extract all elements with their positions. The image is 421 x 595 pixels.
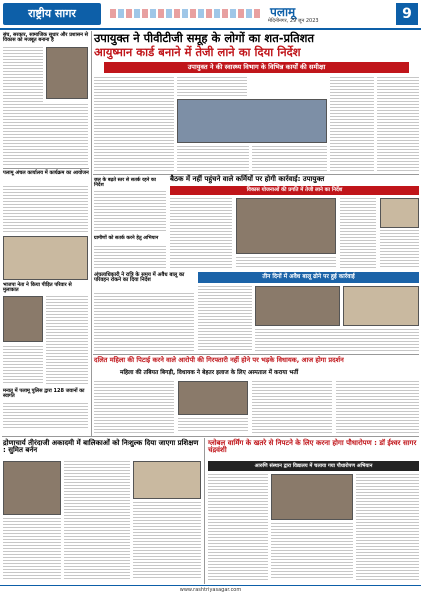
left-story3-body <box>3 346 43 384</box>
second-text-col2 <box>236 257 336 268</box>
lead-text-col4 <box>330 77 374 172</box>
footer: www.rashtriyasagar.com <box>0 585 421 595</box>
bottom-left-text-col1 <box>3 518 61 580</box>
divider <box>3 168 89 169</box>
left-story2-text <box>3 186 88 232</box>
bottom-left-photo-1 <box>3 461 61 515</box>
left-story1-body <box>3 104 88 166</box>
left-story1-photo <box>46 47 88 99</box>
mid-box2-text <box>94 246 166 270</box>
bottom-left-photo-2 <box>133 461 201 499</box>
section-name: पलामू <box>270 5 296 19</box>
third-subhead: महिला की तबियत बिगड़ी, विधायक ने बेहतर इलाज के लिए अस्पताल में कराया भर्ती <box>120 370 299 376</box>
third-text-col1 <box>94 381 174 433</box>
column-rule <box>91 31 92 436</box>
third-text-col3 <box>252 381 332 433</box>
divider <box>93 354 419 355</box>
third-text-col2 <box>178 418 248 433</box>
mid-box1-text <box>94 191 166 233</box>
bottom-left-text-col3 <box>133 502 201 580</box>
lead-photo <box>177 99 327 143</box>
mid-text <box>94 293 194 351</box>
lead-text-col3 <box>252 146 327 172</box>
left-story3-headline: भाजपा नेता ने किया पीड़ित परिवार से मुलाकात <box>3 282 72 294</box>
mid-headline: अंचलाधिकारी ने रात्रि के समय में अवैध बालू का परिवहन रोकने का दिया निर्देश <box>94 272 185 284</box>
left-story4-headline: मनातू में पलामू पुलिस द्वारा 128 जवानों का स्वागत <box>3 388 85 400</box>
second-headline: बैठक में नहीं पहुंचने वाले कर्मियों पर होगी कार्रवाई: उपायुक्त <box>170 175 325 183</box>
second-text-col1 <box>170 198 232 268</box>
left-story2-photo <box>3 236 88 280</box>
mid-photo-1 <box>255 286 340 326</box>
column-rule <box>204 438 205 584</box>
lead-subhead-band: उपायुक्त ने की स्वास्थ्य विभाग के विभिन्न कार्यों की समीक्षा <box>104 62 409 73</box>
masthead <box>0 0 421 28</box>
third-text-col4 <box>336 381 419 433</box>
bottom-left-text-col2 <box>64 461 130 580</box>
left-story1-text <box>3 47 43 103</box>
date-line: मेदिनीनगर, 29 जून 2023 <box>268 18 319 24</box>
bottom-right-text-col1 <box>208 474 268 580</box>
lead-headline-line1: उपायुक्त ने पीवीटीजी समूह के लोगों का शत-प्रतिशत <box>94 31 315 45</box>
mid-box2-headline: ग्रामीणों को सतर्क करने हेतु अभियान <box>94 236 159 241</box>
divider <box>2 436 419 437</box>
bottom-right-text-col2 <box>271 523 353 580</box>
mid-photo-2 <box>343 286 419 326</box>
lead-text-col5 <box>377 77 419 172</box>
second-text-col4 <box>380 230 419 268</box>
second-small-photo <box>380 198 419 228</box>
masthead-rule <box>0 28 421 30</box>
second-photo <box>236 198 336 254</box>
left-story3-text <box>46 296 88 384</box>
third-headline: दलित महिला की पिटाई करने वाले आरोपी की गिरफ्तारी नहीं होने पर भड़के विधायक, आज होगा प्रदर्शन <box>94 356 344 364</box>
mid-band: तीन दिनों में अवैध बालू ढोने पर हुई कार्रवाई <box>198 272 419 283</box>
third-photo <box>178 381 248 415</box>
bottom-right-photo <box>271 474 353 520</box>
lead-text-col2 <box>177 146 249 172</box>
second-band: विकास योजनाओं की प्रगति में तेजी लाने का निर्देश <box>170 186 419 195</box>
newspaper-brand: राष्ट्रीय सागर <box>3 3 101 25</box>
color-registration-marks <box>110 9 260 18</box>
second-text-col3 <box>340 198 376 268</box>
mid-text-col2 <box>198 286 252 351</box>
lead-text-col1 <box>94 77 174 172</box>
bottom-right-band: आरुणि संस्थान द्वारा विद्यालय में चलाया गया पौधारोपण अभियान <box>208 461 419 471</box>
page-number: 9 <box>396 3 418 25</box>
bottom-right-text-col3 <box>356 474 419 580</box>
left-story3-photo <box>3 296 43 342</box>
bottom-right-headline: ग्लोबल वार्मिंग के खतरे से निपटने के लिए करना होगा पौधारोपण : डॉ ईश्वर सागर चंद्रवंशी <box>208 439 417 455</box>
lead-text-col2-top <box>177 77 247 97</box>
mid-box1-headline: जल के बढ़ते स्तर से सतर्क रहने का निर्देश <box>94 178 156 189</box>
left-story2-headline: पलामू अंचल कार्यालय में कार्यक्रम का आयोजन <box>3 170 89 176</box>
left-story4-text <box>3 403 88 429</box>
bottom-left-headline: द्रोणाचार्य तीरंदाजी अकादमी में बालिकाओं को निःशुल्क दिया जाएगा प्रशिक्षण : सुमित बर्नन <box>3 439 199 455</box>
left-story1-headline: संघ, सरकार, सामाजिक सुधार और प्रशासन से विकास को मजबूत बनाना है <box>3 32 89 44</box>
lead-headline-line2: आयुष्मान कार्ड बनाने में तेजी लाने का दिया निर्देश <box>94 45 301 59</box>
mid-text-col3 <box>255 329 419 351</box>
